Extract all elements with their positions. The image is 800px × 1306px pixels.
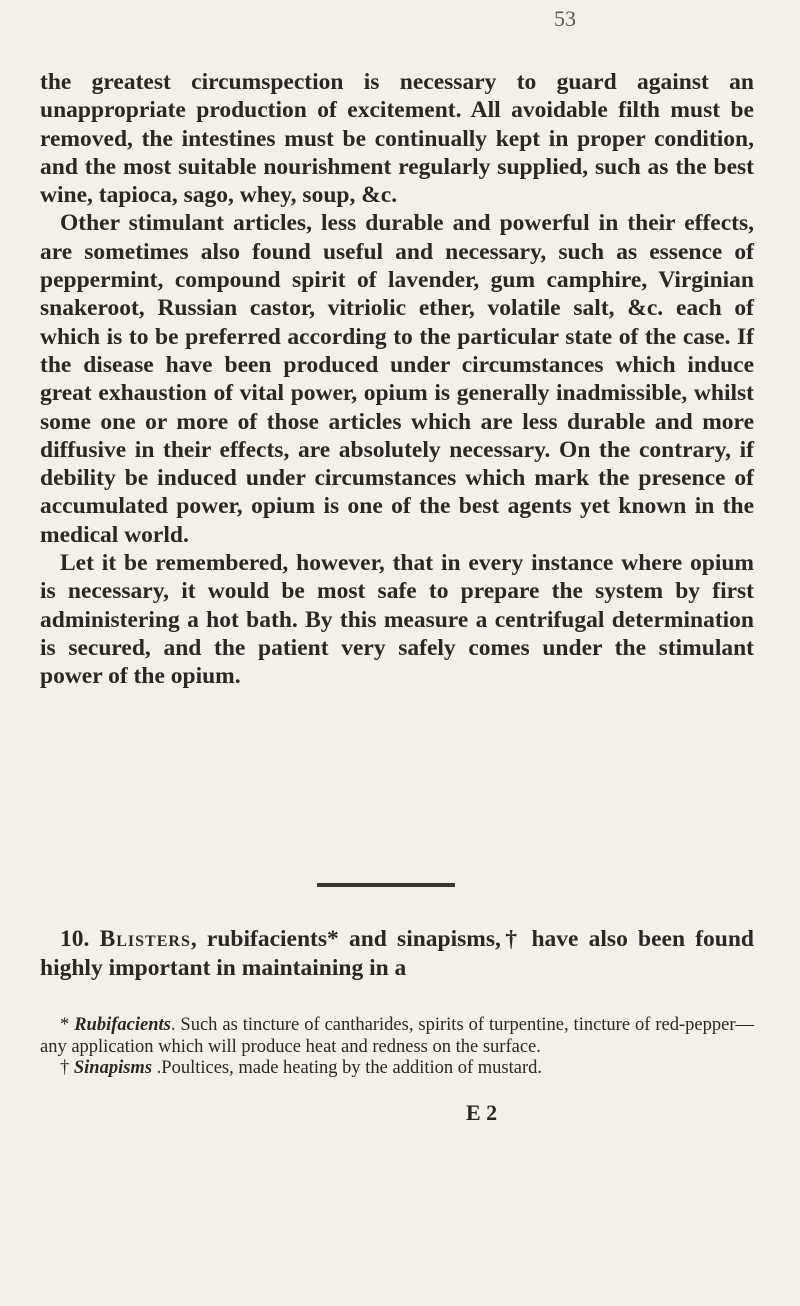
footnote-2-text: .Poultices, made heating by the addition of mustard. (152, 1058, 542, 1078)
footnote-1-term: Rubifacients (74, 1015, 171, 1035)
footnote-2-term: Sinapisms (73, 1058, 153, 1078)
footnote-1-mark: * (60, 1015, 70, 1035)
footnote-2-mark: † (60, 1058, 70, 1078)
section-text: , rubifacients* and sinapisms,† have also been found highly important in maintaining in a (40, 926, 755, 981)
section-10 (40, 925, 754, 983)
paragraph-2: Other stimulant articles, less durable and powerful in their effects, are sometimes also found useful and necessary, such as essence of peppermint, compound spirit of lavender, gum camphire, Virginian snakeroot, Russian castor, vitriolic ether, volatile salt, &c. each of which is to be preferred according to the particular state of the case. If the disease have been produced under circumstances which induce great exhaustion of vital power, opium is generally inadmissible, whilst some one or more of those articles which are less durable and more diffusive in their effects, are absolutely necessary. On the contrary, if debility be induced under circumstances which mark the presence of accumulated power, opium is one of the best agents yet known in the medical world. (40, 210, 754, 548)
paragraph-3: Let it be remembered, however, that in every instance where opium is necessary, it would be most safe to prepare the system by first administering a hot bath. By this measure a centrifugal determination is secured, and the patient very safely comes under the stimulant power of the opium. (40, 550, 754, 690)
signature-mark: E 2 (466, 1100, 498, 1125)
paragraph-1: the greatest circumspection is necessary to guard against an unappropriate production of excitement. All avoidable filth must be removed, the intestines must be continually kept in proper condition, and the most suitable nourishment regularly supplied, such as the best wine, tapioca, sago, whey, soup, &c. (40, 69, 754, 209)
section-heading: Blisters (99, 926, 191, 952)
section-divider (317, 883, 455, 887)
main-text (40, 68, 754, 691)
section-number: 10. (60, 926, 90, 952)
footnote-1-text: . Such as tincture of cantharides, spirits of turpentine, tincture of red-pepper—any application which will produce heat and redness on the surface. (40, 1015, 755, 1057)
footnote-2 (40, 1058, 754, 1080)
footnote-1 (40, 1015, 754, 1058)
page-number: 53 (554, 6, 576, 31)
footnotes (40, 1015, 754, 1080)
section-10-paragraph (40, 925, 754, 983)
